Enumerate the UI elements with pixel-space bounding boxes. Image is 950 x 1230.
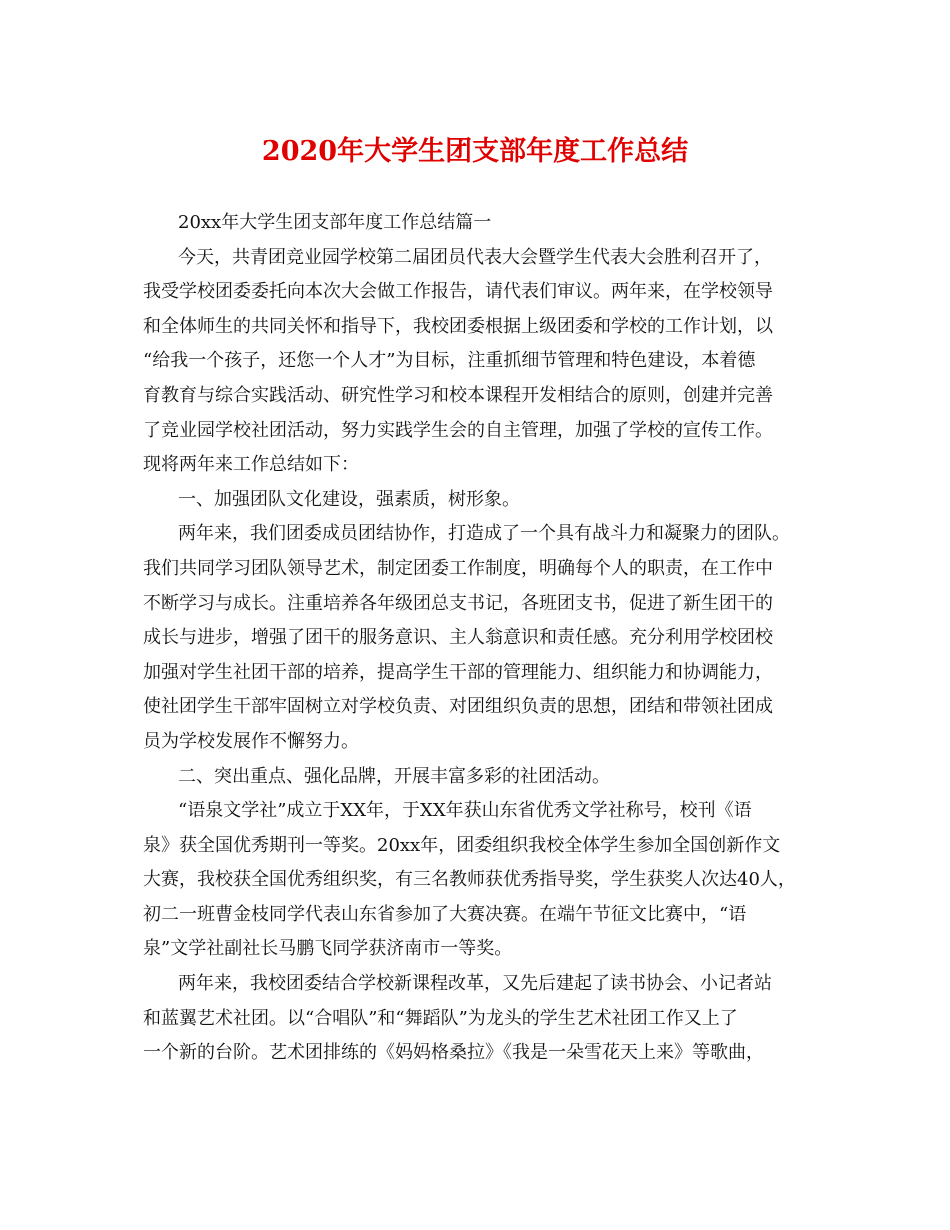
document-body — [143, 206, 823, 1071]
text-line: 大赛，我校获全国优秀组织奖，有三名教师获优秀指导奖，学生获奖人次达40人， — [143, 869, 796, 891]
text-line: 一个新的台阶。艺术团排练的《妈妈格桑拉》《我是一朵雪花天上来》等歌曲， — [143, 1042, 764, 1064]
text-line: 初二一班曹金枝同学代表山东省参加了大赛决赛。在端午节征文比赛中，“语 — [143, 903, 747, 925]
text-line: 加强对学生社团干部的培养，提高学生干部的管理能力、组织能力和协调能力， — [143, 661, 773, 683]
text-line: 一、加强团队文化建设，强素质，树形象。 — [178, 488, 520, 510]
text-line: 今天，共青团竞业园学校第二届团员代表大会暨学生代表大会胜利召开了， — [178, 246, 772, 268]
text-line: 不断学习与成长。注重培养各年级团总支书记，各班团支书，促进了新生团干的 — [143, 592, 773, 614]
text-line: 育教育与综合实践活动、研究性学习和校本课程开发相结合的原则，创建并完善 — [143, 384, 773, 406]
text-line: 两年来，我们团委成员团结协作，打造成了一个具有战斗力和凝聚力的团队。 — [178, 523, 790, 545]
text-line: 20xx年大学生团支部年度工作总结篇一 — [178, 212, 492, 233]
text-line: “给我一个孩子，还您一个人才”为目标，注重抓细节管理和特色建设，本着德 — [143, 350, 756, 372]
text-line: 我受学校团委委托向本次大会做工作报告，请代表们审议。两年来，在学校领导 — [143, 281, 773, 303]
text-line: 二、突出重点、强化品牌，开展丰富多彩的社团活动。 — [178, 765, 610, 787]
text-line: 现将两年来工作总结如下： — [143, 454, 359, 476]
document-title: 2020年大学生团支部年度工作总结 — [261, 136, 689, 167]
text-line: “语泉文学社”成立于XX年，于XX年获山东省优秀文学社称号，校刊《语 — [178, 800, 752, 822]
text-line: 了竞业园学校社团活动，努力实践学生会的自主管理，加强了学校的宣传工作。 — [143, 419, 773, 441]
text-line: 员为学校发展作不懈努力。 — [143, 730, 359, 752]
text-line: 使社团学生干部牢固树立对学校负责、对团组织负责的思想，团结和带领社团成 — [143, 696, 773, 718]
text-line: 和蓝翼艺术社团。以“合唱队”和“舞蹈队”为龙头的学生艺术社团工作又上了 — [143, 1007, 738, 1029]
text-line: 成长与进步，增强了团干的服务意识、主人翁意识和责任感。充分利用学校团校 — [143, 627, 773, 649]
text-line: 两年来，我校团委结合学校新课程改革，又先后建起了读书协会、小记者站 — [178, 973, 772, 995]
text-line: 泉”文学社副社长马鹏飞同学获济南市一等奖。 — [143, 938, 513, 960]
text-line: 泉》获全国优秀期刊一等奖。20xx年，团委组织我校全体学生参加全国创新作文 — [143, 834, 781, 856]
text-line: 我们共同学习团队领导艺术，制定团委工作制度，明确每个人的职责，在工作中 — [143, 557, 773, 579]
text-line: 和全体师生的共同关怀和指导下，我校团委根据上级团委和学校的工作计划，以 — [143, 315, 773, 337]
